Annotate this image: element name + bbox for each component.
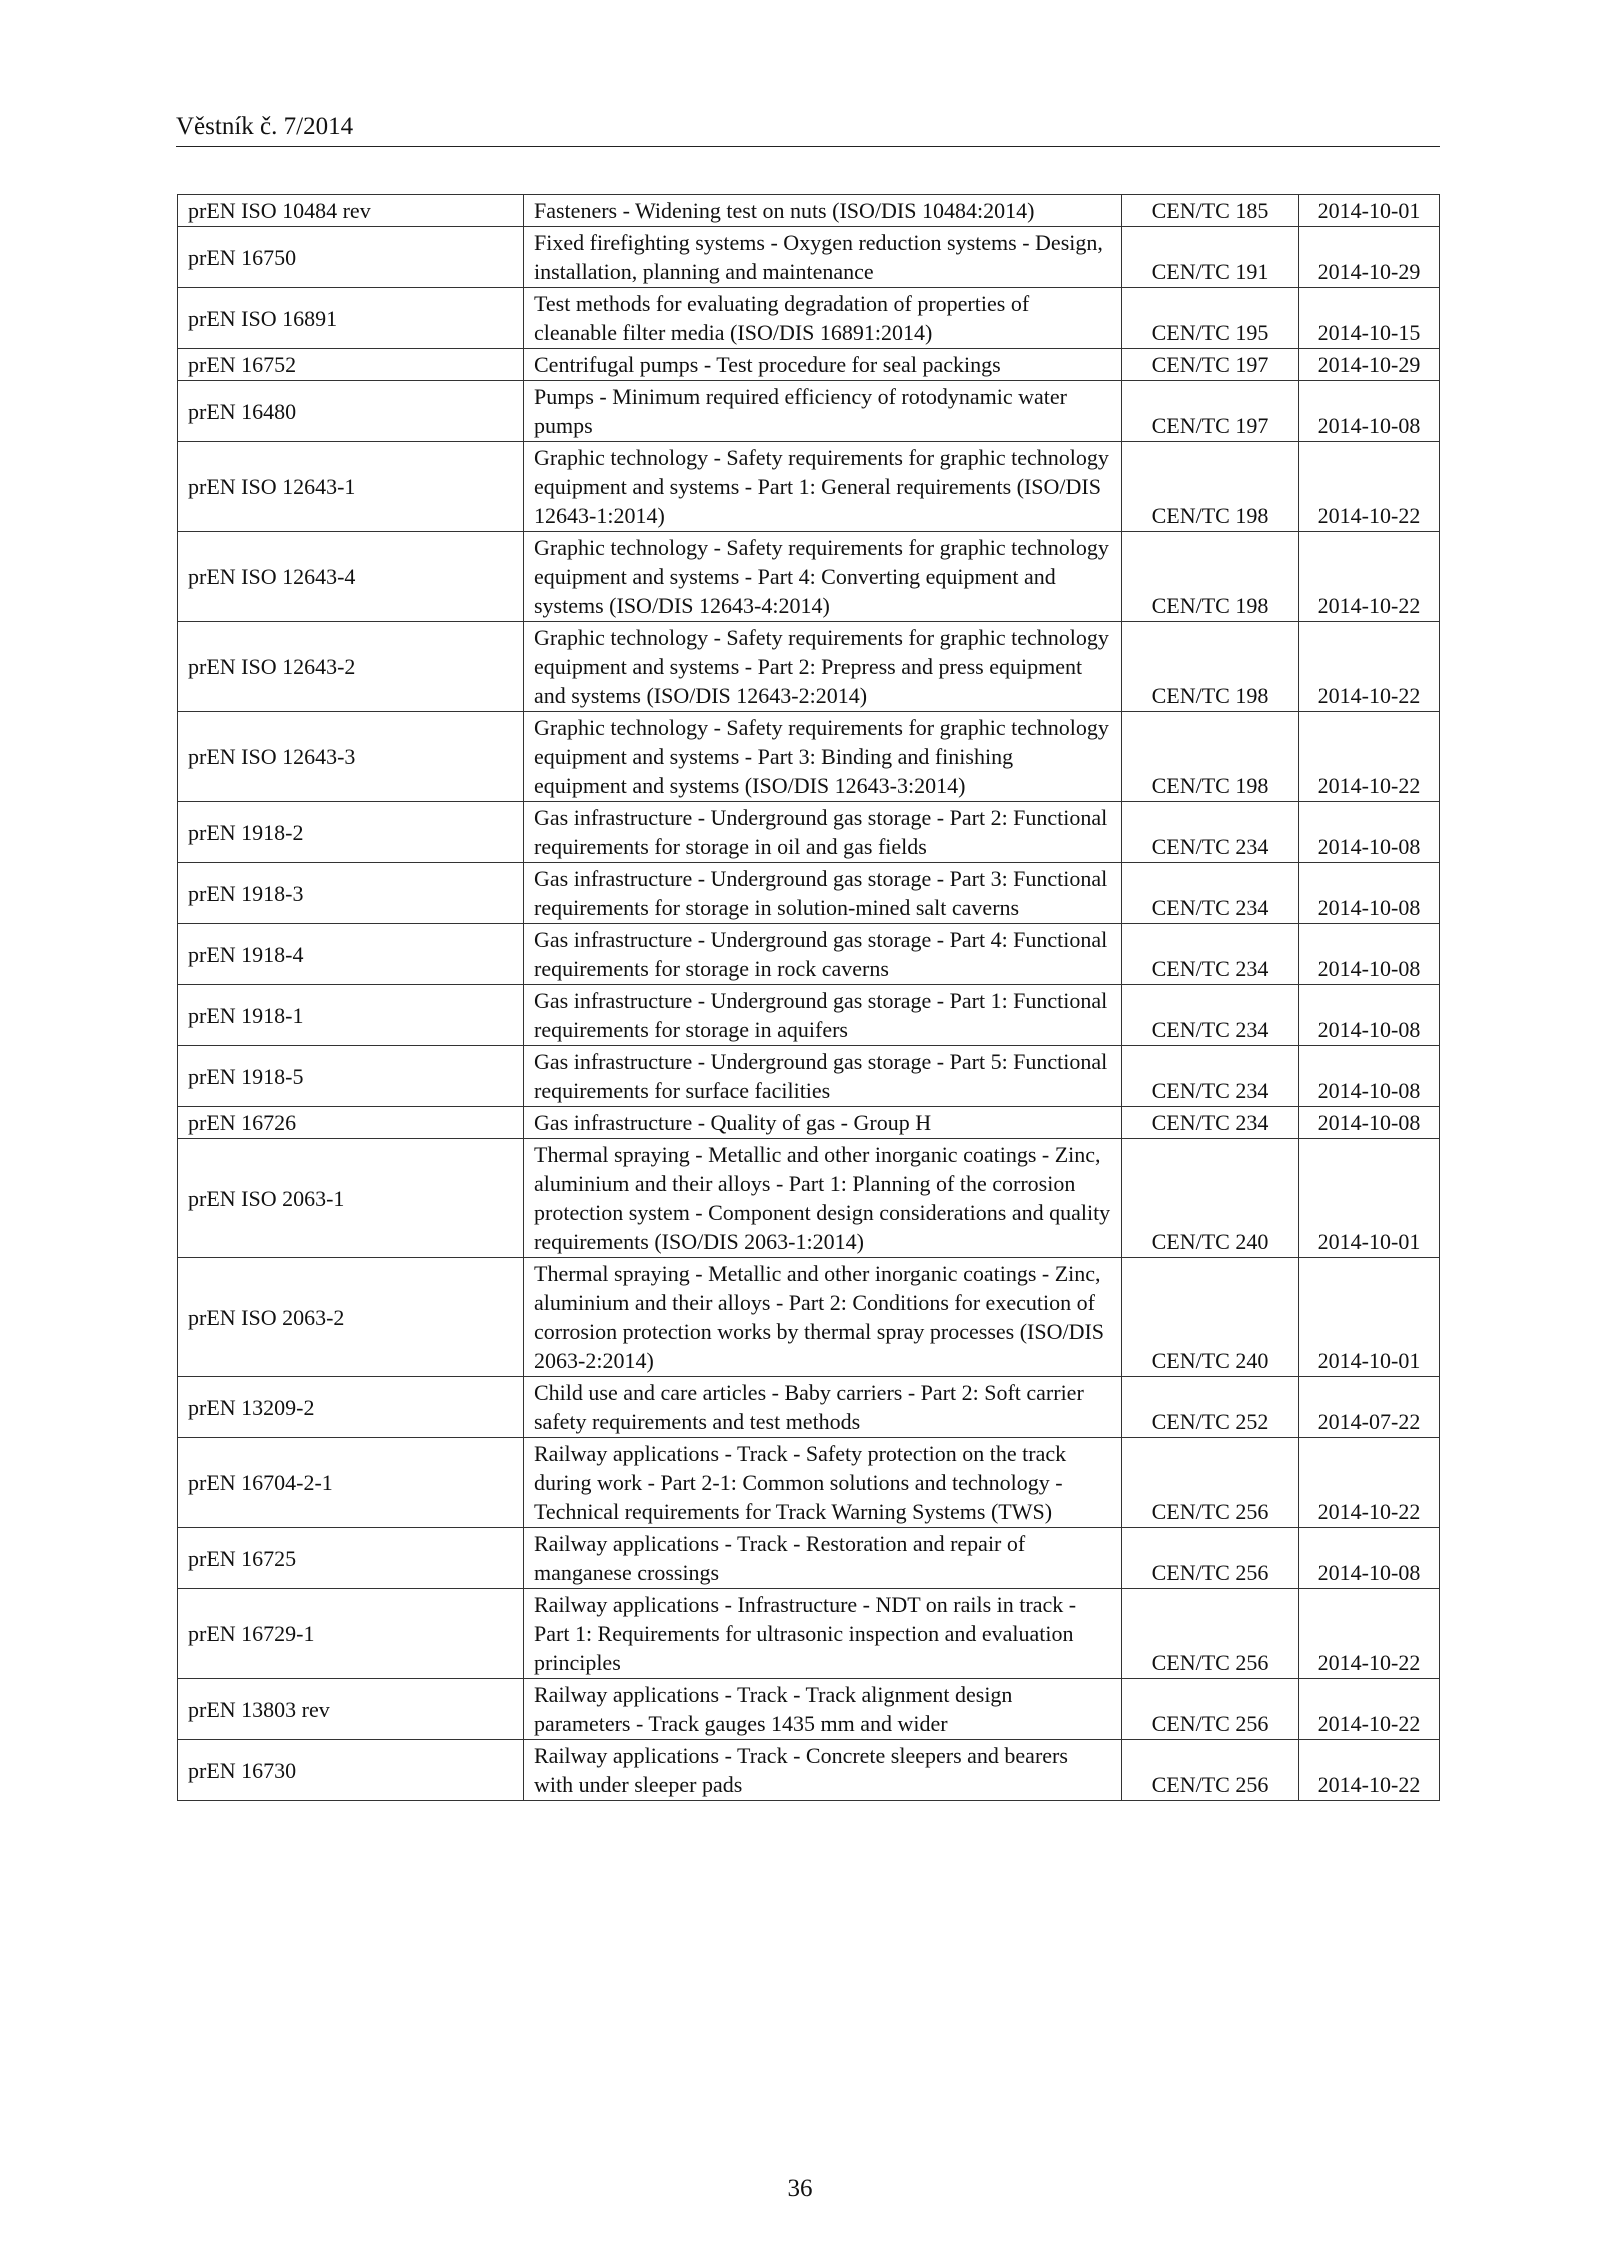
technical-committee-cell: CEN/TC 256 [1122,1589,1299,1679]
technical-committee-cell: CEN/TC 198 [1122,622,1299,712]
deadline-date-cell: 2014-10-22 [1299,712,1440,802]
standard-title-cell: Gas infrastructure - Underground gas storage - Part 2: Functional requirements for storage in oil and gas fields [524,802,1122,863]
standard-title-cell: Gas infrastructure - Underground gas storage - Part 5: Functional requirements for surface facilities [524,1046,1122,1107]
deadline-date-cell: 2014-10-29 [1299,349,1440,381]
technical-committee-cell: CEN/TC 197 [1122,349,1299,381]
deadline-date-cell: 2014-10-29 [1299,227,1440,288]
technical-committee-cell: CEN/TC 191 [1122,227,1299,288]
table-row [178,381,1440,442]
deadline-date-cell: 2014-10-22 [1299,1740,1440,1801]
table-row [178,1046,1440,1107]
table-row [178,802,1440,863]
deadline-date-cell: 2014-10-08 [1299,381,1440,442]
standards-table [177,194,1440,1801]
standard-title-cell: Railway applications - Track - Safety protection on the track during work - Part 2-1: Common solutions and technology - Technical requirements for Track Warning Systems (TWS) [524,1438,1122,1528]
standard-code-cell: prEN 1918-1 [178,985,524,1046]
deadline-date-cell: 2014-10-22 [1299,1589,1440,1679]
technical-committee-cell: CEN/TC 234 [1122,1107,1299,1139]
standard-title-cell: Railway applications - Infrastructure - NDT on rails in track - Part 1: Requirements for ultrasonic inspection and evaluation principles [524,1589,1122,1679]
table-row [178,442,1440,532]
standard-code-cell: prEN ISO 12643-1 [178,442,524,532]
technical-committee-cell: CEN/TC 198 [1122,532,1299,622]
table-row [178,712,1440,802]
deadline-date-cell: 2014-10-22 [1299,1438,1440,1528]
deadline-date-cell: 2014-10-08 [1299,985,1440,1046]
deadline-date-cell: 2014-10-22 [1299,622,1440,712]
standard-code-cell: prEN 16725 [178,1528,524,1589]
standard-title-cell: Child use and care articles - Baby carriers - Part 2: Soft carrier safety requirements and test methods [524,1377,1122,1438]
standard-code-cell: prEN 1918-4 [178,924,524,985]
deadline-date-cell: 2014-10-08 [1299,802,1440,863]
standard-code-cell: prEN ISO 12643-2 [178,622,524,712]
standard-title-cell: Thermal spraying - Metallic and other inorganic coatings - Zinc, aluminium and their alloys - Part 1: Planning of the corrosion protection system - Component design considerations and quality requirements (ISO/DIS 2063-1:2014) [524,1139,1122,1258]
technical-committee-cell: CEN/TC 234 [1122,863,1299,924]
technical-committee-cell: CEN/TC 234 [1122,985,1299,1046]
standard-title-cell: Gas infrastructure - Underground gas storage - Part 4: Functional requirements for storage in rock caverns [524,924,1122,985]
technical-committee-cell: CEN/TC 256 [1122,1438,1299,1528]
deadline-date-cell: 2014-10-08 [1299,924,1440,985]
table-body [178,195,1440,1801]
technical-committee-cell: CEN/TC 240 [1122,1139,1299,1258]
deadline-date-cell: 2014-10-01 [1299,1258,1440,1377]
standard-title-cell: Gas infrastructure - Underground gas storage - Part 1: Functional requirements for storage in aquifers [524,985,1122,1046]
deadline-date-cell: 2014-10-08 [1299,1528,1440,1589]
technical-committee-cell: CEN/TC 256 [1122,1740,1299,1801]
standard-code-cell: prEN 13803 rev [178,1679,524,1740]
technical-committee-cell: CEN/TC 234 [1122,802,1299,863]
technical-committee-cell: CEN/TC 198 [1122,442,1299,532]
standard-title-cell: Thermal spraying - Metallic and other inorganic coatings - Zinc, aluminium and their alloys - Part 2: Conditions for execution of corrosion protection works by thermal spray processes (ISO/DIS 2063-2:2014) [524,1258,1122,1377]
table-row [178,1258,1440,1377]
table-row [178,532,1440,622]
table-row [178,1377,1440,1438]
standard-code-cell: prEN 16726 [178,1107,524,1139]
standard-code-cell: prEN 1918-2 [178,802,524,863]
standard-code-cell: prEN 13209-2 [178,1377,524,1438]
deadline-date-cell: 2014-10-22 [1299,532,1440,622]
deadline-date-cell: 2014-10-22 [1299,1679,1440,1740]
standard-code-cell: prEN 16750 [178,227,524,288]
deadline-date-cell: 2014-10-01 [1299,195,1440,227]
deadline-date-cell: 2014-10-08 [1299,1107,1440,1139]
table-row [178,1139,1440,1258]
table-row [178,924,1440,985]
table-row [178,1740,1440,1801]
technical-committee-cell: CEN/TC 256 [1122,1528,1299,1589]
standard-title-cell: Graphic technology - Safety requirements for graphic technology equipment and systems - Part 4: Converting equipment and systems (ISO/DIS 12643-4:2014) [524,532,1122,622]
table-row [178,863,1440,924]
table-row [178,985,1440,1046]
technical-committee-cell: CEN/TC 197 [1122,381,1299,442]
standard-code-cell: prEN 16704-2-1 [178,1438,524,1528]
table-row [178,227,1440,288]
table-row [178,195,1440,227]
bulletin-title: Věstník č. 7/2014 [176,113,354,140]
standard-title-cell: Graphic technology - Safety requirements for graphic technology equipment and systems - Part 1: General requirements (ISO/DIS 12643-1:2014) [524,442,1122,532]
standard-code-cell: prEN ISO 2063-2 [178,1258,524,1377]
standard-code-cell: prEN ISO 10484 rev [178,195,524,227]
technical-committee-cell: CEN/TC 195 [1122,288,1299,349]
table-row [178,1107,1440,1139]
table-row [178,288,1440,349]
table-row [178,1528,1440,1589]
standard-code-cell: prEN 16480 [178,381,524,442]
standard-title-cell: Gas infrastructure - Underground gas storage - Part 3: Functional requirements for storage in solution-mined salt caverns [524,863,1122,924]
standard-code-cell: prEN 1918-5 [178,1046,524,1107]
deadline-date-cell: 2014-10-15 [1299,288,1440,349]
page-number: 36 [787,2175,813,2202]
standard-code-cell: prEN ISO 12643-3 [178,712,524,802]
technical-committee-cell: CEN/TC 185 [1122,195,1299,227]
deadline-date-cell: 2014-10-08 [1299,1046,1440,1107]
standard-code-cell: prEN ISO 12643-4 [178,532,524,622]
table-row [178,1438,1440,1528]
standard-title-cell: Graphic technology - Safety requirements for graphic technology equipment and systems - Part 2: Prepress and press equipment and systems (ISO/DIS 12643-2:2014) [524,622,1122,712]
standard-title-cell: Pumps - Minimum required efficiency of rotodynamic water pumps [524,381,1122,442]
table-row [178,1589,1440,1679]
standard-code-cell: prEN 16729-1 [178,1589,524,1679]
deadline-date-cell: 2014-10-01 [1299,1139,1440,1258]
page-footer [0,2175,1600,2203]
standard-code-cell: prEN ISO 2063-1 [178,1139,524,1258]
standard-title-cell: Fasteners - Widening test on nuts (ISO/DIS 10484:2014) [524,195,1122,227]
standard-code-cell: prEN 16730 [178,1740,524,1801]
standard-title-cell: Fixed firefighting systems - Oxygen reduction systems - Design, installation, planning and maintenance [524,227,1122,288]
deadline-date-cell: 2014-10-22 [1299,442,1440,532]
table-row [178,622,1440,712]
standard-title-cell: Railway applications - Track - Concrete sleepers and bearers with under sleeper pads [524,1740,1122,1801]
deadline-date-cell: 2014-10-08 [1299,863,1440,924]
standard-code-cell: prEN 16752 [178,349,524,381]
standard-title-cell: Railway applications - Track - Restoration and repair of manganese crossings [524,1528,1122,1589]
deadline-date-cell: 2014-07-22 [1299,1377,1440,1438]
standard-code-cell: prEN ISO 16891 [178,288,524,349]
standard-title-cell: Test methods for evaluating degradation of properties of cleanable filter media (ISO/DIS 16891:2014) [524,288,1122,349]
technical-committee-cell: CEN/TC 234 [1122,1046,1299,1107]
standard-title-cell: Centrifugal pumps - Test procedure for seal packings [524,349,1122,381]
technical-committee-cell: CEN/TC 198 [1122,712,1299,802]
page-header [176,112,1440,147]
standard-title-cell: Railway applications - Track - Track alignment design parameters - Track gauges 1435 mm and wider [524,1679,1122,1740]
technical-committee-cell: CEN/TC 256 [1122,1679,1299,1740]
technical-committee-cell: CEN/TC 234 [1122,924,1299,985]
table-row [178,1679,1440,1740]
standard-title-cell: Graphic technology - Safety requirements for graphic technology equipment and systems - Part 3: Binding and finishing equipment and systems (ISO/DIS 12643-3:2014) [524,712,1122,802]
standard-code-cell: prEN 1918-3 [178,863,524,924]
technical-committee-cell: CEN/TC 252 [1122,1377,1299,1438]
technical-committee-cell: CEN/TC 240 [1122,1258,1299,1377]
table-row [178,349,1440,381]
standard-title-cell: Gas infrastructure - Quality of gas - Group H [524,1107,1122,1139]
